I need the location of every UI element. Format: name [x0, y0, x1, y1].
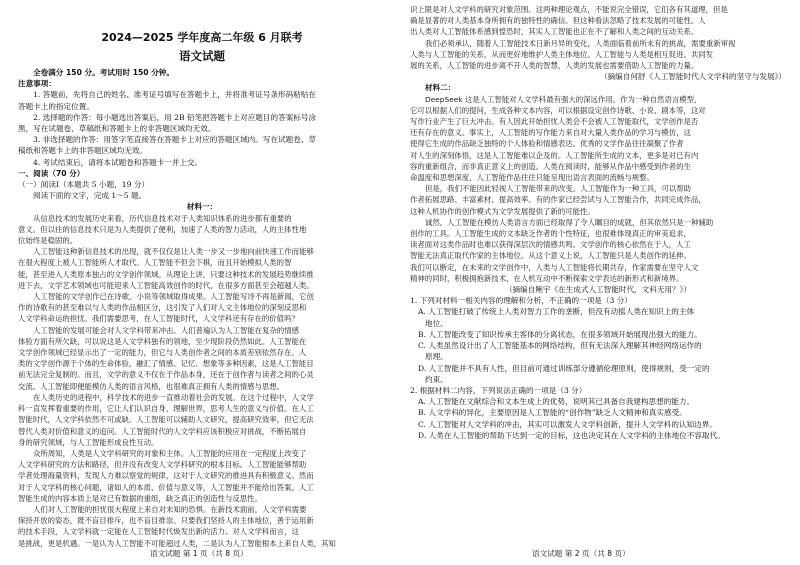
- body-line: 我们可以断定，在未来的文学创作中，人类与人工智能将长期共存，作家需要在坚守人文: [410, 262, 699, 272]
- option-line: D. 人类在人工智能的帮助下达到一定的目标，这也决定其在人文学科的主体地位不容取代。: [418, 430, 725, 440]
- body-line: 智能无法真正取代作家的主体地位。从这个意义上说，人工智能只是人类创作的延伸。: [410, 251, 691, 261]
- body-line: 体验方面有所欠缺，可以说这是人文学科独有的领地，至少现阶段仍然如此。人工智能在: [18, 336, 307, 346]
- body-line: 的技术手段，人文学科就一定能在人工智能时代焕发出新的活力。对人文学科而言，这: [18, 527, 299, 537]
- body-line: 意义。但以往的信息技术只是为人类提供了便利，加速了人类的智力活动，人的主体性地: [18, 224, 307, 234]
- body-line: 使得它生成的作品缺乏独特的个人体验和情感表达。优秀的文学作品往往凝聚了作者: [410, 139, 684, 149]
- body-line: 容的重新组合，而非真正意义上的创造。人类在阅读时，能够从作品中感受到作者的生: [410, 161, 691, 171]
- note-line: 3. 非选择题的作答：用签字笔直接答在答题卡上对应的答题区域内。写在试题卷、草: [33, 135, 317, 145]
- body-line: 我们必须承认，随着人工智能技术日新月异的变化，人类面临着前所未有的挑战，需要重新审视: [425, 38, 736, 48]
- body-line: 识上限是对人文学科的研究对象范围。这两种理论观点，不能说完全错误，它们各有其道理，但是: [410, 5, 728, 14]
- body-line: 智能生成的内容本质上是对已有数据的重组，缺乏真正的创造性与反思性。: [18, 493, 262, 503]
- subsection-heading: （一）阅读Ⅰ（本题共 5 小题，19 分）: [18, 180, 150, 190]
- body-line: 前无法完全复制的。而且，文学的意义不仅在于作品本身，还在于创作者与读者之间的心灵: [18, 370, 314, 380]
- body-line: 身的研究领域，与人工智能形成良性互动。: [18, 437, 159, 447]
- body-line: 诚然，人工智能在模仿人类语言方面已经取得了令人瞩目的成就，但其依然只是一种辅助: [425, 217, 714, 227]
- page-footer-right: 语文试题 第 2 页（共 8 页）: [532, 549, 630, 558]
- body-line: 是挑战，更是机遇。一是认为人工智能不可能超过人类，二是认为人工智能根本上来自人类，其知: [18, 538, 336, 548]
- note-line: 黑，写在试题卷、草稿纸和答题卡上的非答题区域均无效。: [18, 124, 216, 134]
- note-line: 4. 考试结束后，请将本试题卷和答题卡一并上交。: [33, 157, 203, 167]
- material1-continued: [410, 4, 786, 82]
- question-2: 2. 根据材料二内容，下列说法正确的一项是（3 分）: [410, 385, 587, 395]
- note-line: 1. 答题前，先将自己的姓名、准考证号填写在答题卡上，并将准考证号条形码粘贴在: [33, 90, 317, 100]
- section-heading: 一、阅读（70 分）: [18, 168, 85, 178]
- note-line: 2. 选择题的作答：每小题选出答案后，用 2B 铅笔把答题卡上对应题目的答案标号涂: [33, 112, 317, 122]
- body-line: 命温度和思想深度，人工智能作品往往只能呈现出语言表面的流畅与规整。: [410, 173, 654, 183]
- body-line: 作者拓展思路、丰富素材、提高效率。有的作家已经尝试与人工智能合作，共同完成作品，: [410, 195, 706, 205]
- body-line: 对于人文学科的核心问题，诸如人的本质、价值与意义等，人工智能并不能给出答案。人工: [18, 482, 314, 492]
- notes-heading: 注意事项：: [18, 79, 56, 89]
- body-line: 在很大程度上被人工智能所人才取代。人工智能不但会下棋，而且开始模拟人类的智: [18, 258, 292, 268]
- body-line: 进下去，文学艺术领域也可能迎来人工智能高效创作的时代，在很多方面甚至会超越人类。: [18, 280, 314, 290]
- body-line: 创作的工具。人工智能生成的文本缺乏作者的个性特征，也很难体现真正的审美追求，: [410, 229, 691, 239]
- question-2-options: [410, 396, 786, 441]
- body-line: 人工智能这种新信息技术的出现，就不仅仅是让人类一步又一步地向前快速工作而能够: [33, 247, 314, 257]
- source-citation: （摘编自鲍宇《在生成式人工智能时代，文科无用？》）: [504, 285, 692, 295]
- option-line: A. 人工智能打破了传统上人类对智力工作的垄断，但没有动摇人类在知识上的主体: [418, 307, 695, 317]
- option-line: 地位。: [425, 318, 448, 328]
- body-line: 位始终是稳固的。: [18, 236, 78, 246]
- note-line: 答题卡上的指定位置。: [18, 101, 94, 111]
- option-line: B. 人工智能改变了知识传承主客体的分离状态，在很多领域开始展现出强大的能力。: [418, 329, 702, 339]
- material1-label: 材料一：: [186, 202, 218, 212]
- body-line: 人工智能的文学创作已在诗歌、小说等领域取得成果。人工智能写诗不再是新闻，它创: [33, 292, 314, 302]
- body-line: 智能时代，人文学科依然不可或缺。人工智能可以辅助人文研究，提高研究效率，但它无法: [18, 415, 314, 425]
- option-line: C. 人工智能对人文学科的冲击，其实可以激发人文学科创新，提升人文学科的认知边界。: [418, 419, 717, 429]
- body-line: 人工智能的发展可能会对人文学科带来冲击。人们普遍认为人工智能在复杂的情感: [33, 325, 300, 335]
- body-line: 精神的同时，积极拥抱新技术，在人机互动中不断探索文学表达的新形式和新境界。: [410, 273, 684, 283]
- option-line: D. 人工智能并不具有人性，但目前可通过训练部分遵循伦理原则，使得规则，受一定的: [418, 363, 710, 373]
- right-page: [400, 0, 800, 565]
- body-line: 确是显著的对人类基本身所拥有的独特性的确信。但这种看法忽略了技术发展的可能性。人: [410, 16, 706, 26]
- body-line: 作的诗歌有的甚至难以与人类的作品相区分，这引发了人们对人文主体地位的深刻反思和: [18, 303, 307, 313]
- body-line: 对人生的深刻体悟，这是人工智能难以企及的。人工智能所生成的文本，更多是对已有内: [410, 150, 699, 160]
- body-line: 出人类对人工智能体系感到惶恐时，其实人工智能也正在不了解和人类之间的互动关系。: [410, 27, 699, 37]
- page-footer-left: 语文试题 第 1 页（共 8 页）: [150, 549, 248, 558]
- body-line: 人文学科研究的方法和路径，但并没有改变人文学科研究的根本目标。人工智能能够帮助: [18, 460, 307, 470]
- option-line: 约束。: [425, 374, 448, 384]
- option-line: C. 人类虽然设计出了人工智能基本的网络结构，但有无法深入理解其神经网络运作的: [418, 341, 702, 351]
- instruction: 阅读下面的文字，完成 1～5 题。: [33, 191, 147, 201]
- body-line: DeepSeek 这是人工智能对人文学科最有强大的深远作用。作为一种自然语言模型，: [425, 94, 702, 104]
- option-line: A. 人工智能在文献综合和文本生成上的优势，说明其已具备自我建构思想的能力。: [418, 397, 695, 407]
- body-line: 能，甚至进入人类原本独占的文学创作领域。从理论上讲，只要这种技术的发展趋势继续推: [18, 269, 314, 279]
- option-line: B. 人文学科的异化，主要原因是人工智能的“创作物”缺乏人文精神和真实感受。: [418, 408, 687, 418]
- body-line: 但是，我们不能因此轻视人工智能带来的改变。人工智能作为一种工具，可以帮助: [425, 184, 692, 194]
- body-line: 它可以根据人们的提问，生成各种文本内容，可以根据设定创作诗歌、小说、剧本等，这对: [410, 105, 706, 115]
- body-line: 文学创作领域已经显示出了一定的能力，但它与人类创作者之间的本质差别依然存在。人: [18, 348, 307, 358]
- material2-body: [410, 94, 786, 296]
- body-line: 还有存在的意义。事实上，人工智能的写作能力来自对大量人类作品的学习与模仿，这: [410, 128, 691, 138]
- exam-title: 2024—2025 学年度高二年级 6 月联考: [101, 31, 303, 44]
- body-line: 读者面对这类作品时也难以获得深层次的情感共鸣。文学创作的核心依然在于人，人工: [410, 240, 691, 250]
- exam-subtitle: 语文试题: [179, 49, 225, 63]
- notes-list: [18, 89, 386, 167]
- material2-label: 材料二：: [425, 83, 456, 93]
- note-line: 稿纸和答题卡上的非答题区域均无效。: [18, 146, 148, 156]
- body-line: 人文学科命运的担忧。我们需要思考，在人工智能时代，人文学科还有存在的价值吗？: [18, 314, 299, 324]
- body-line: 人类与人工智能的关系，从而更好地维护人类主体地位。人工智能与人类是相互促进、共同发: [410, 49, 714, 59]
- score-line: 全卷满分 150 分。考试用时 150 分钟。: [33, 68, 174, 77]
- body-line: 这种人机协作的创作模式为文学发展提供了新的可能性。: [410, 206, 595, 216]
- body-line: 科一直发挥着重要的作用，它让人们认识自身，理解世界，思考人生的意义与价值。在人工: [18, 404, 314, 414]
- body-line: 写作行业产生了巨大冲击。有人因此开始担忧人类会不会被人工智能取代，文学创作是否: [410, 117, 699, 127]
- body-line: 在人类历史的进程中，科学技术的进步一直推动着社会的发展。在这个过程中，人文学: [33, 392, 314, 402]
- body-line: 保持开放的姿态，既不盲目排斥，也不盲目推崇。只要我们坚持人的主体地位，善于运用新: [18, 516, 314, 526]
- material1-body: [18, 213, 386, 549]
- body-line: 类的文学创作源于个体的生命体验，融汇了情感、记忆、想象等多种因素，这是人工智能目: [18, 359, 314, 369]
- question-1-options: [410, 306, 786, 384]
- body-line: 展的关系，人工智能的进步离不开人类的智慧，人类的发展也需要借助人工智能的力量。: [410, 61, 699, 71]
- body-line: 众所周知，人类是人文学科研究的对象和主体。人工智能的应用在一定程度上改变了: [33, 448, 307, 458]
- body-line: 学者处理海量资料，发现人力难以察觉的规律，这对于人文研究的推进具有积极意义。然而: [18, 471, 314, 481]
- body-line: 替代人类对价值和意义的追问。人工智能时代的人文学科应该积极应对挑战，不断拓展自: [18, 426, 307, 436]
- body-line: 交流。人工智能即便能模仿人类的语言风格，也很难真正拥有人类的情感与思想。: [18, 381, 285, 391]
- body-line: 从信息技术的发展历史来看，历代信息技术对于人类知识体系的进步都有重要的: [33, 213, 292, 223]
- option-line: 原理。: [425, 352, 448, 362]
- question-1: 1. 下列对材料一相关内容的理解和分析，不正确的一项是（3 分）: [410, 296, 632, 306]
- body-line: 人们对人工智能的担忧很大程度上来自对未知的恐惧。在新技术面前，人文学科需要: [33, 504, 307, 514]
- source-citation: （摘编自何舒《人工智能时代人文学科的坚守与发展》）: [599, 72, 786, 82]
